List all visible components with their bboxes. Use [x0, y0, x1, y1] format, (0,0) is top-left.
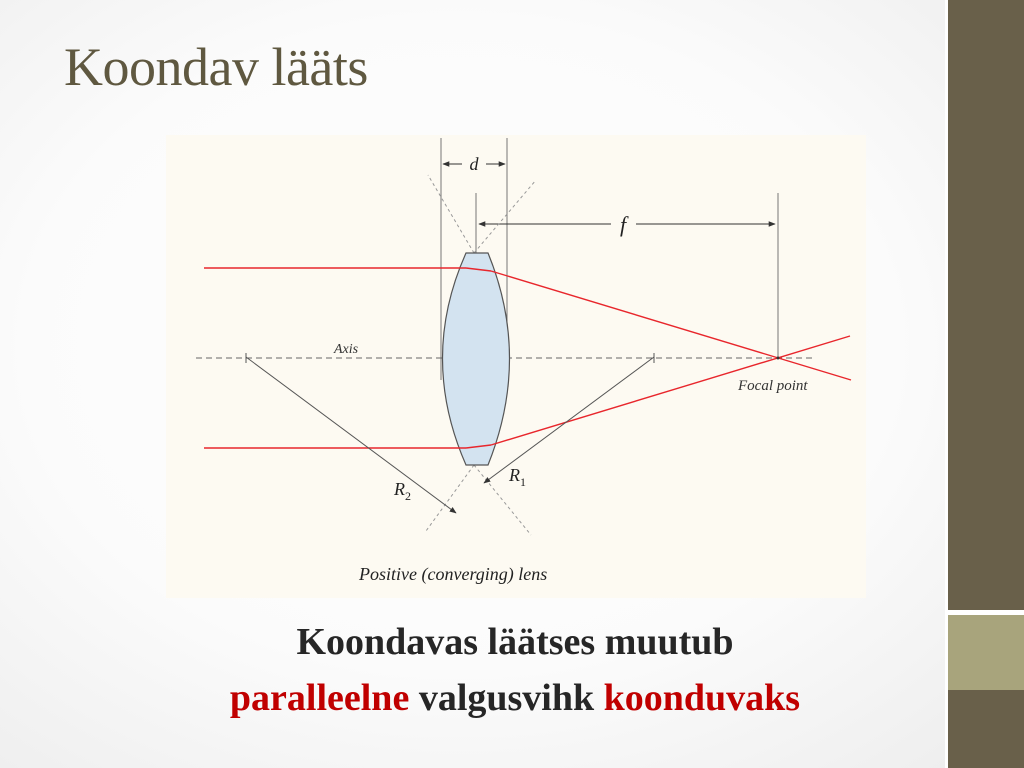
caption-highlight-converging: koonduvaks — [603, 677, 801, 719]
r1-circle-upper — [474, 180, 536, 253]
focal-point-marker — [777, 357, 780, 360]
r2-circle-lower — [426, 465, 474, 531]
r2-label: $R_2$ — [394, 479, 411, 503]
caption-line-2 — [100, 676, 930, 720]
focal-point-label: Focal point — [738, 378, 808, 394]
r2-circle-upper — [428, 175, 474, 253]
sidebar-accent-block — [948, 615, 1024, 690]
diagram-caption: Positive (converging) lens — [359, 564, 548, 584]
lens-diagram-svg — [166, 135, 866, 598]
caption-highlight-parallel: paralleelne — [229, 677, 410, 719]
lens-diagram — [166, 135, 866, 598]
converging-lens — [443, 253, 510, 465]
r2-radius-arrow — [246, 357, 456, 513]
caption-line-1: Koondavas läätses muutub — [296, 621, 734, 663]
caption-word-valgusvihk: valgusvihk — [418, 677, 595, 719]
axis-label: Axis — [334, 342, 359, 357]
f-label: f — [619, 212, 627, 237]
slide-title: Koondav lääts — [64, 37, 368, 97]
r1-label: $R_1$ — [509, 465, 526, 489]
ray-top-outgoing — [491, 271, 851, 380]
d-label: d — [469, 154, 479, 174]
